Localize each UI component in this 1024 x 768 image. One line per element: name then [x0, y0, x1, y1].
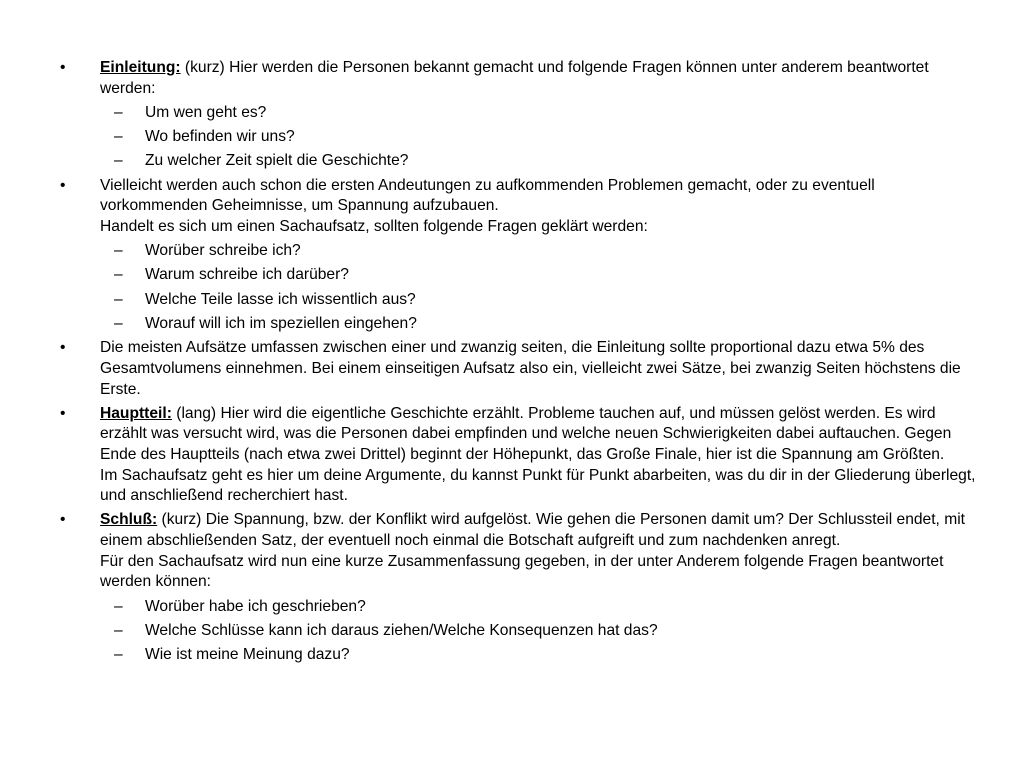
bullet-icon: • — [60, 511, 66, 529]
paragraph — [100, 510, 980, 551]
sub-item-text: Um wen geht es? — [145, 103, 267, 121]
dash-icon: – — [114, 152, 123, 170]
paragraph-text: Vielleicht werden auch schon die ersten Andeutungen zu aufkommenden Problemen gemacht, oder zu eventuell vorkommenden Geheimnisse, um Spannung aufzubauen. — [100, 176, 875, 215]
sub-item — [100, 621, 980, 642]
section-heading-schluss: Schluß: — [100, 511, 158, 529]
dash-icon: – — [114, 103, 123, 121]
sub-item — [100, 241, 980, 262]
dash-icon: – — [114, 621, 123, 639]
bullet-icon: • — [60, 176, 66, 194]
sub-list — [100, 597, 980, 666]
sub-item-text: Zu welcher Zeit spielt die Geschichte? — [145, 152, 409, 170]
sub-item — [100, 597, 980, 618]
bullet-schluss — [60, 510, 980, 665]
sub-item-text: Wie ist meine Meinung dazu? — [145, 646, 350, 664]
paragraph-text: (kurz) Hier werden die Personen bekannt gemacht und folgende Fragen können unter anderem beantwortet werden: — [100, 59, 929, 97]
sub-item — [100, 645, 980, 666]
dash-icon: – — [114, 242, 123, 260]
sub-item-text: Worüber schreibe ich? — [145, 242, 301, 260]
sub-item-text: Wo befinden wir uns? — [145, 128, 295, 146]
sub-item — [100, 103, 980, 124]
bullet-umfang — [60, 338, 980, 400]
sub-list — [100, 241, 980, 334]
section-heading-einleitung: Einleitung: — [100, 59, 181, 76]
dash-icon: – — [114, 597, 123, 615]
sub-item-text: Welche Teile lasse ich wissentlich aus? — [145, 290, 416, 308]
paragraph-text: (kurz) Die Spannung, bzw. der Konflikt wird aufgelöst. Wie gehen die Personen damit um? Der Schlussteil endet, mit einem abschließenden Satz, der eventuell noch einmal die Botschaft aufgreift und zum nachdenken anregt. — [100, 511, 966, 550]
paragraph-text: Handelt es sich um einen Sachaufsatz, sollten folgende Fragen geklärt werden: — [100, 217, 648, 235]
bullet-icon: • — [60, 339, 66, 357]
section-heading-hauptteil: Hauptteil: — [100, 404, 172, 422]
sub-item-text: Welche Schlüsse kann ich daraus ziehen/Welche Konsequenzen hat das? — [145, 621, 658, 639]
sub-item-text: Warum schreibe ich darüber? — [145, 266, 349, 284]
dash-icon: – — [114, 646, 123, 664]
bullet-andeutungen — [60, 176, 980, 335]
sub-item — [100, 290, 980, 311]
sub-list — [100, 103, 980, 172]
dash-icon: – — [114, 315, 123, 333]
paragraph-text: (lang) Hier wird die eigentliche Geschichte erzählt. Probleme tauchen auf, und müssen gelöst werden. Es wird erzählt was versucht wird, was die Personen dabei empfinden und welche neuen Schwierigkeiten dabei auftauchen. Gegen Ende des Hauptteils (nach etwa zwei Drittel) beginnt der Höhepunkt, das Große Finale, hier ist die Spannung am Größten. — [100, 404, 952, 463]
bullet-hauptteil — [60, 404, 980, 507]
paragraph-text: Die meisten Aufsätze umfassen zwischen einer und zwanzig seiten, die Einleitung sollte proportional dazu etwa 5% des Gesamtvolumens einnehmen. Bei einem einseitigen Aufsatz also ein, vielleicht zwei Sätze, bei zwanzig Seiten höchstens die Erste. — [100, 339, 961, 398]
dash-icon: – — [114, 266, 123, 284]
sub-item-text: Worauf will ich im speziellen eingehen? — [145, 315, 417, 333]
dash-icon: – — [114, 290, 123, 308]
paragraph — [100, 404, 980, 466]
sub-item-text: Worüber habe ich geschrieben? — [145, 597, 366, 615]
paragraph — [100, 58, 980, 99]
sub-item — [100, 314, 980, 335]
bullet-einleitung — [60, 58, 980, 172]
paragraph-text: Im Sachaufsatz geht es hier um deine Argumente, du kannst Punkt für Punkt abarbeiten, was du dir in der Gliederung überlegt, und anschließend recherchiert hast. — [100, 466, 976, 505]
sub-item — [100, 265, 980, 286]
bullet-icon: • — [60, 59, 66, 76]
sub-item — [100, 127, 980, 148]
dash-icon: – — [114, 128, 123, 146]
paragraph-text: Für den Sachaufsatz wird nun eine kurze Zusammenfassung gegeben, in der unter Anderem folgende Fragen beantwortet werden können: — [100, 552, 944, 591]
slide-content — [60, 58, 980, 669]
bullet-icon: • — [60, 404, 66, 422]
sub-item — [100, 151, 980, 172]
